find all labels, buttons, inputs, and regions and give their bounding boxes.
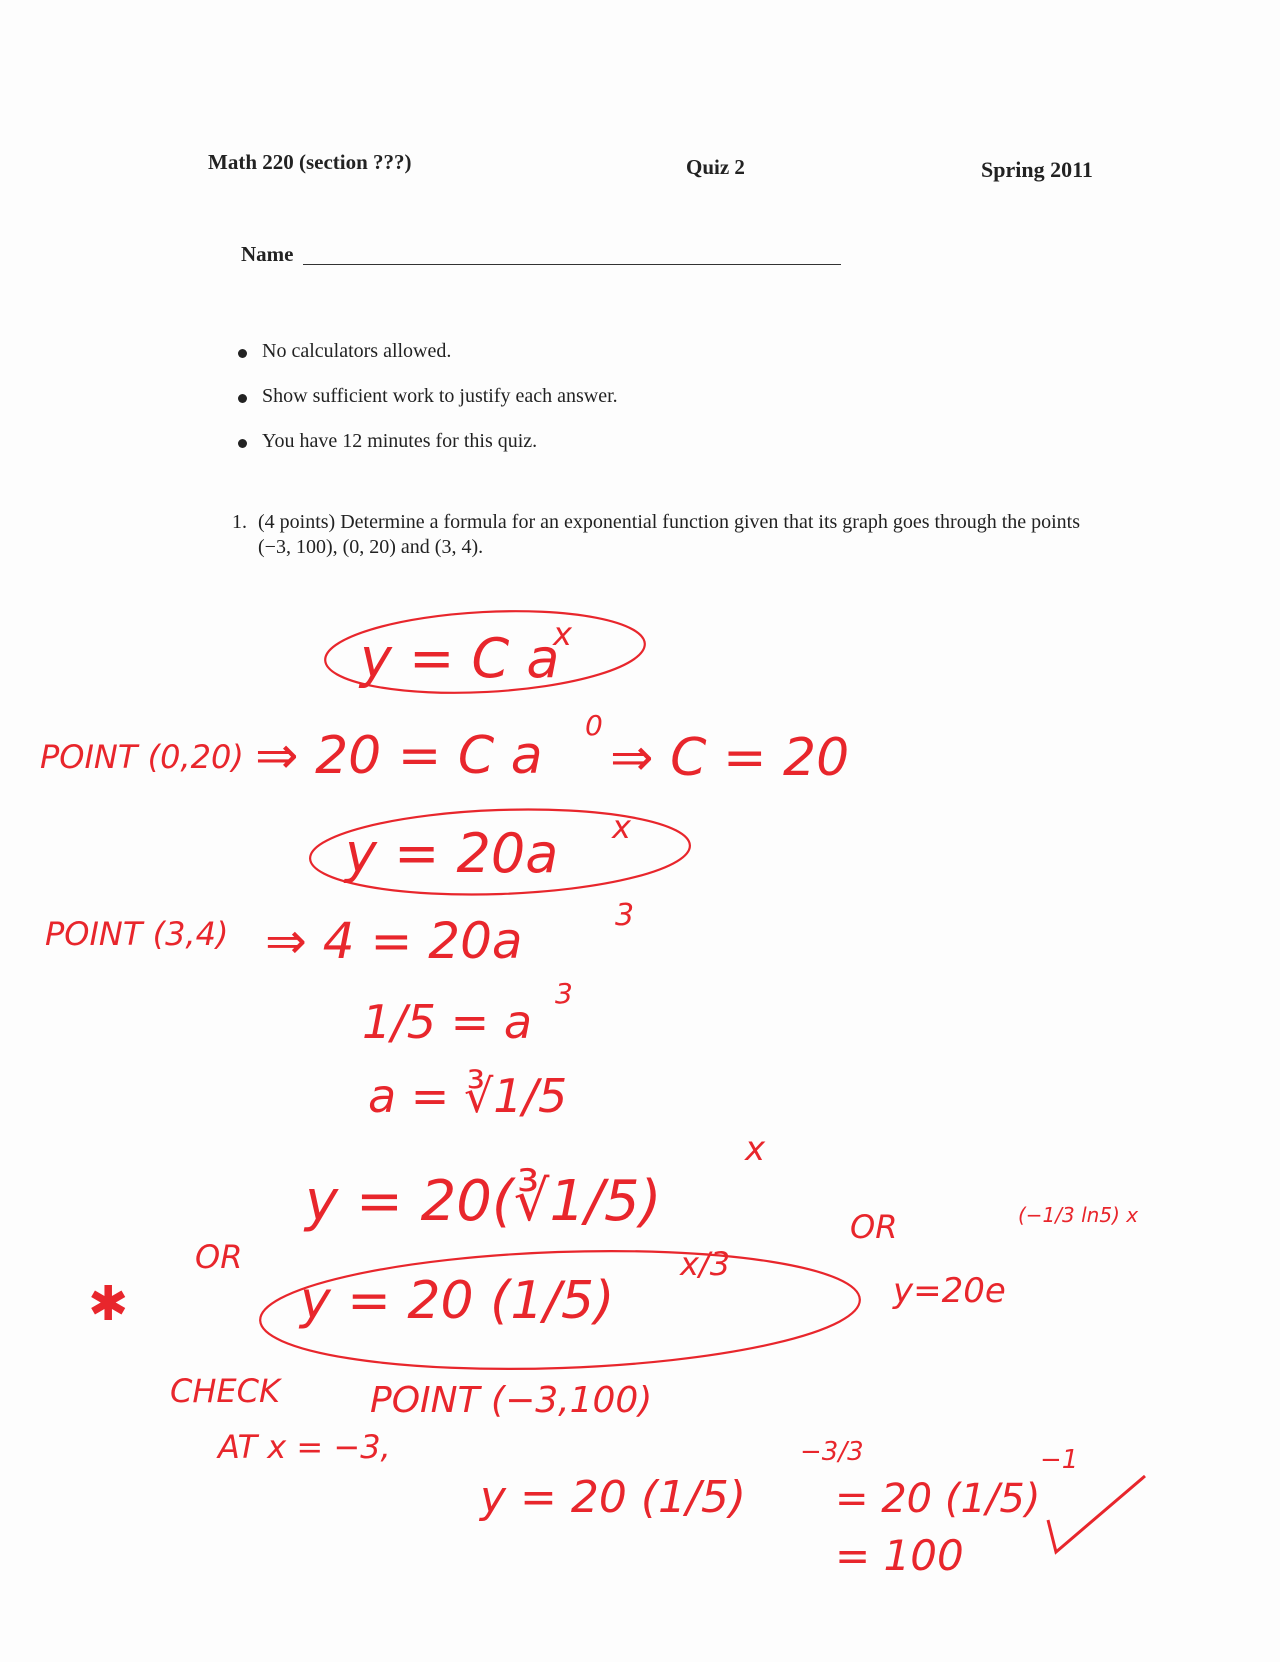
question-text: (4 points) Determine a formula for an exponential function given that its graph goes through the points (−3, 100), (0, 20) and (3, 4).	[258, 511, 1081, 558]
hw-boxed-exp: x/3	[680, 1245, 731, 1283]
hw-line3-exp: x	[745, 1129, 766, 1169]
quiz-title: Quiz 2	[686, 155, 745, 179]
question-number: 1.	[232, 511, 247, 533]
hw-step2: a = ∛1/5	[368, 1069, 568, 1123]
hw-line3: y = 20(∛1/5)	[305, 1169, 662, 1234]
hw-or-1: OR	[195, 1238, 243, 1276]
hw-line1-exp: x	[553, 615, 572, 653]
hw-alt-exp: (−1/3 ln5) x	[1018, 1203, 1139, 1227]
hw-check-label: CHECK	[170, 1372, 280, 1410]
term-label: Spring 2011	[981, 157, 1093, 182]
hw-check-calc2-exp: −1	[1040, 1445, 1079, 1475]
hw-step1-exp: 3	[555, 977, 573, 1010]
hw-point2-label: POINT (3,4)	[45, 915, 229, 953]
hw-point1-label: POINT (0,20)	[40, 738, 244, 776]
hw-check-calc-exp: −3/3	[800, 1437, 864, 1467]
hw-check-calc: y = 20 (1/5)	[480, 1472, 746, 1523]
hw-check-at: AT x = −3,	[218, 1428, 391, 1466]
hw-step1: 1/5 = a	[362, 995, 533, 1049]
name-label: Name	[241, 242, 294, 266]
hw-check-result: = 100	[835, 1531, 964, 1580]
hw-point1-work: ⇒ 20 = C a	[255, 726, 543, 786]
star-icon: ✱	[88, 1276, 129, 1332]
hw-point2-exp: 3	[615, 898, 635, 933]
checkmark-icon	[1048, 1476, 1145, 1552]
rule-item: Show sufficient work to justify each answer.	[238, 385, 618, 430]
hw-boxed-answer: y = 20 (1/5)	[300, 1271, 615, 1331]
hw-line2-exp: x	[612, 808, 631, 846]
rule-item: No calculators allowed.	[238, 340, 618, 385]
rule-item: You have 12 minutes for this quiz.	[238, 430, 618, 475]
course-title: Math 220 (section ???)	[208, 150, 412, 174]
hw-check-calc2: = 20 (1/5)	[835, 1476, 1041, 1522]
hw-check-point: POINT (−3,100)	[370, 1380, 653, 1421]
hw-alt-answer: y=20e	[893, 1271, 1006, 1311]
hw-point1-exp: 0	[585, 709, 603, 742]
hw-line2: y = 20a	[345, 822, 559, 885]
hw-point2-work: ⇒ 4 = 20a	[265, 912, 523, 970]
hw-or-2: OR	[850, 1208, 898, 1246]
hw-line1: y = C a	[360, 627, 560, 690]
hw-point1-result: ⇒ C = 20	[610, 728, 850, 788]
